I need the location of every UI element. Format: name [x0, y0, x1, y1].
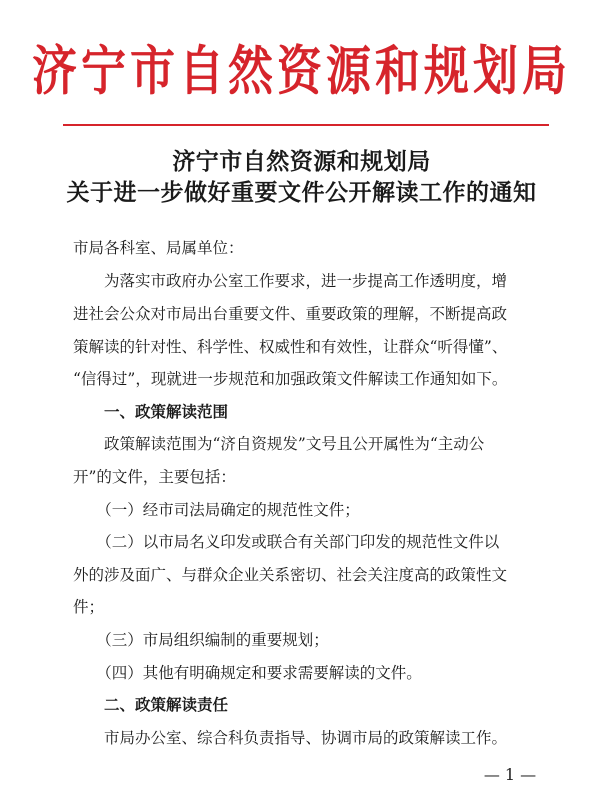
list-item-4: （四）其他有明确规定和要求需要解读的文件。: [73, 664, 422, 682]
document-title-line-1: 济宁市自然资源和规划局: [172, 148, 431, 175]
list-item-3: （三）市局组织编制的重要规划；: [73, 631, 329, 649]
body-line: 件；: [73, 598, 105, 616]
body-line: 外的涉及面广、与群众企业关系密切、社会关注度高的政策性文: [73, 566, 508, 584]
section-heading-1: 一、政策解读范围: [73, 403, 229, 421]
body-line: 市局各科室、局属单位：: [73, 239, 244, 257]
document-title-line-2: 关于进一步做好重要文件公开解读工作的通知: [66, 179, 537, 206]
body-line: 为落实市政府办公室工作要求，进一步提高工作透明度，增: [73, 272, 508, 290]
masthead-title: 济宁市自然资源和规划局: [31, 39, 571, 102]
body-line: “信得过”，现就进一步规范和加强政策文件解读工作通知如下。: [73, 370, 508, 388]
body-line: 市局办公室、综合科负责指导、协调市局的政策解读工作。: [73, 729, 508, 747]
masthead-red-rule: [63, 124, 549, 126]
body-line: 政策解读范围为“济自资规发”文号且公开属性为“主动公: [73, 435, 485, 453]
list-item-1: （一）经市司法局确定的规范性文件；: [73, 501, 360, 519]
section-heading-2: 二、政策解读责任: [73, 696, 229, 714]
body-line: 策解读的针对性、科学性、权威性和有效性，让群众“听得懂”、: [73, 338, 508, 356]
body-line: 开”的文件，主要包括：: [73, 468, 236, 486]
list-item-2: （二）以市局名义印发或联合有关部门印发的规范性文件以: [73, 533, 500, 551]
body-line: 进社会公众对市局出台重要文件、重要政策的理解，不断提高政: [73, 305, 508, 323]
page-number: — 1 —: [483, 765, 537, 784]
